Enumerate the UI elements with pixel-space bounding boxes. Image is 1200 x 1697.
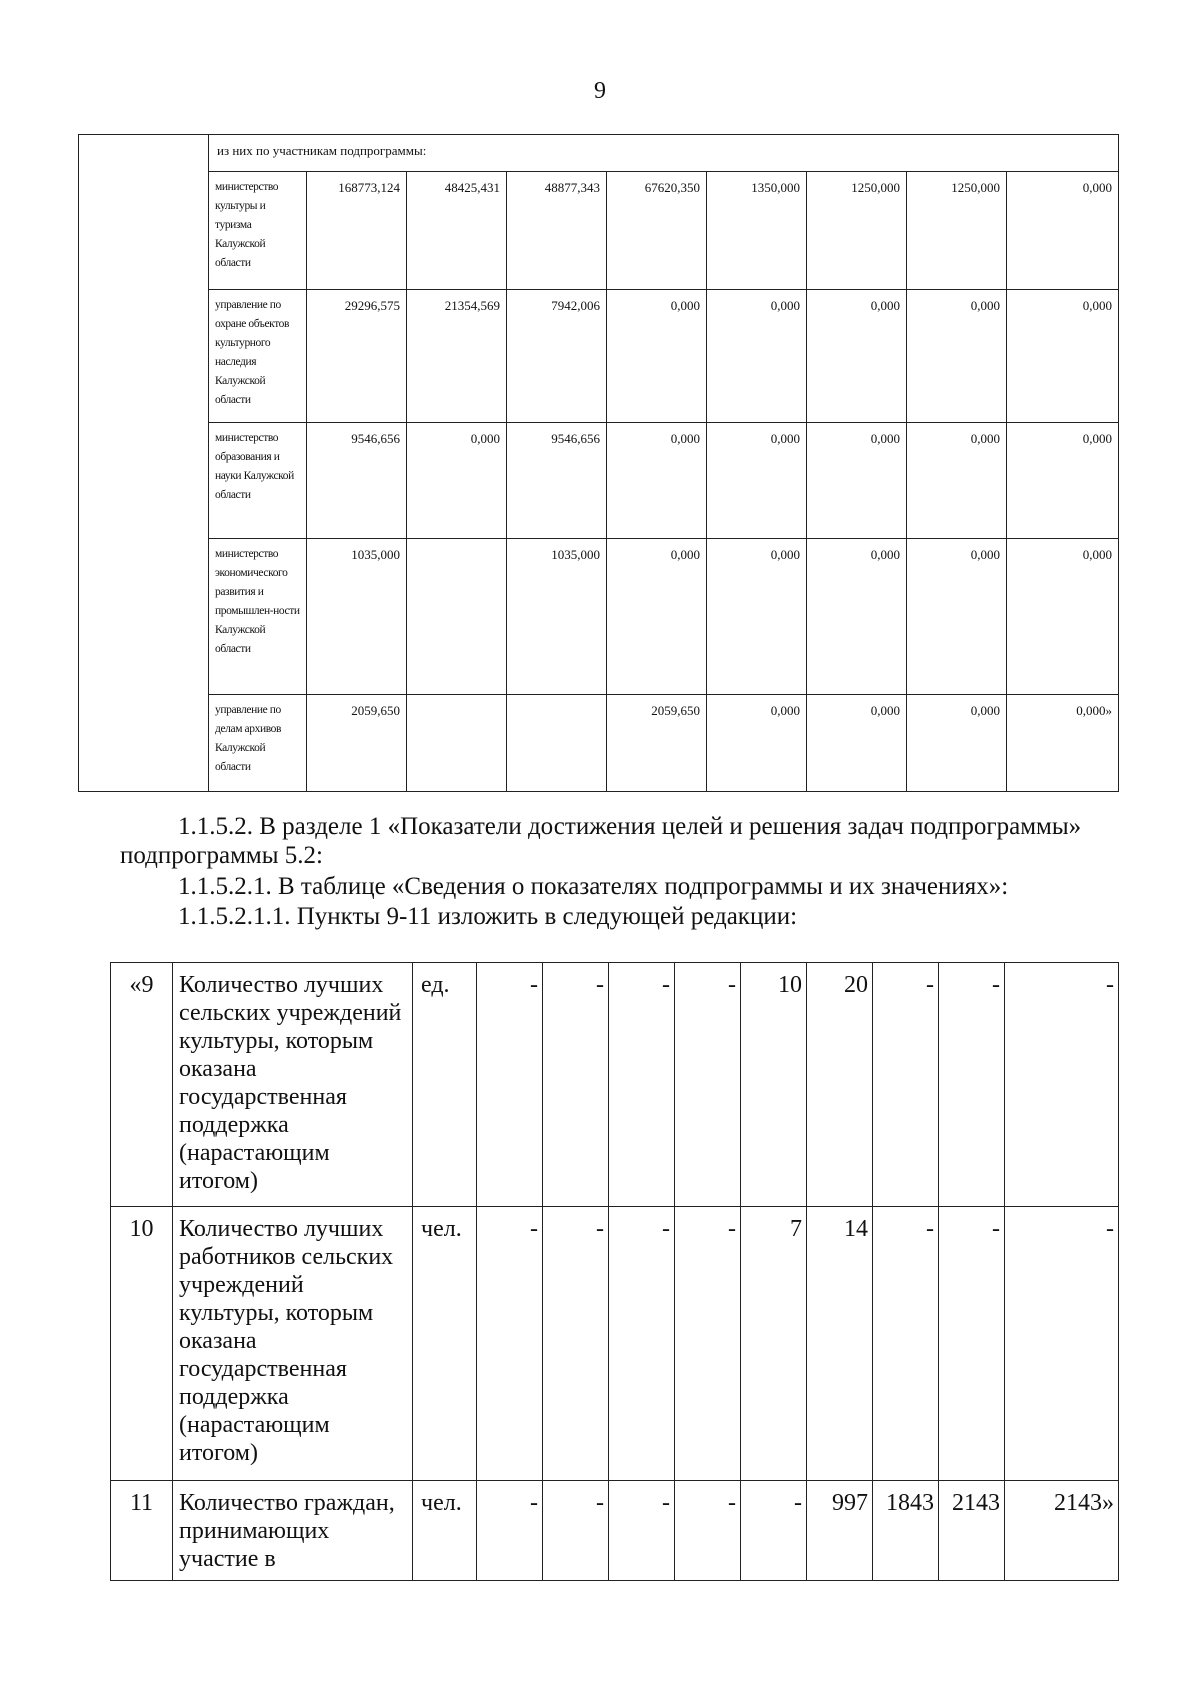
paragraph-table-info: 1.1.5.2.1. В таблице «Сведения о показателях подпрограммы и их значениях»: <box>178 873 1009 900</box>
table-row: министерство образования и науки Калужской области 9546,656 0,000 9546,656 0,000 0,000 0,000 0,000 0,000 <box>79 423 1119 539</box>
blank-left-cell <box>79 135 209 792</box>
participants-subheader: из них по участникам подпрограммы: <box>209 135 1119 172</box>
paragraph-section-1: 1.1.5.2. В разделе 1 «Показатели достижения целей и решения задач подпрограммы» подпрограммы 5.2: <box>120 813 1082 869</box>
table-row: управление по делам архивов Калужской области 2059,650 2059,650 0,000 0,000 0,000 0,000» <box>79 694 1119 791</box>
paragraph-items: 1.1.5.2.1.1. Пункты 9-11 изложить в следующей редакции: <box>178 903 798 930</box>
table-row: управление по охране объектов культурного наследия Калужской области 29296,575 21354,569 7942,006 0,000 0,000 0,000 0,000 0,000 <box>79 290 1119 423</box>
table-row: министерство культуры и туризма Калужской области 168773,124 48425,431 48877,343 67620,350 1350,000 1250,000 1250,000 0,000 <box>79 172 1119 290</box>
table-row: 10 Количество лучших работников сельских учреждений культуры, которым оказана государственная поддержка (нарастающим итогом) чел. - - - - 7 14 - - - <box>111 1207 1119 1481</box>
table-row: министерство экономического развития и промышлен-ности Калужской области 1035,000 1035,000 0,000 0,000 0,000 0,000 0,000 <box>79 539 1119 694</box>
finance-table <box>78 134 1119 792</box>
table-row: 11 Количество граждан, принимающих участие в чел. - - - - - 997 1843 2143 2143» <box>111 1481 1119 1581</box>
table-row: «9 Количество лучших сельских учреждений культуры, которым оказана государственная поддержка (нарастающим итогом) ед. - - - - 10 20 - - - <box>111 963 1119 1207</box>
page-number: 9 <box>594 78 606 104</box>
indicators-table <box>110 962 1119 1581</box>
